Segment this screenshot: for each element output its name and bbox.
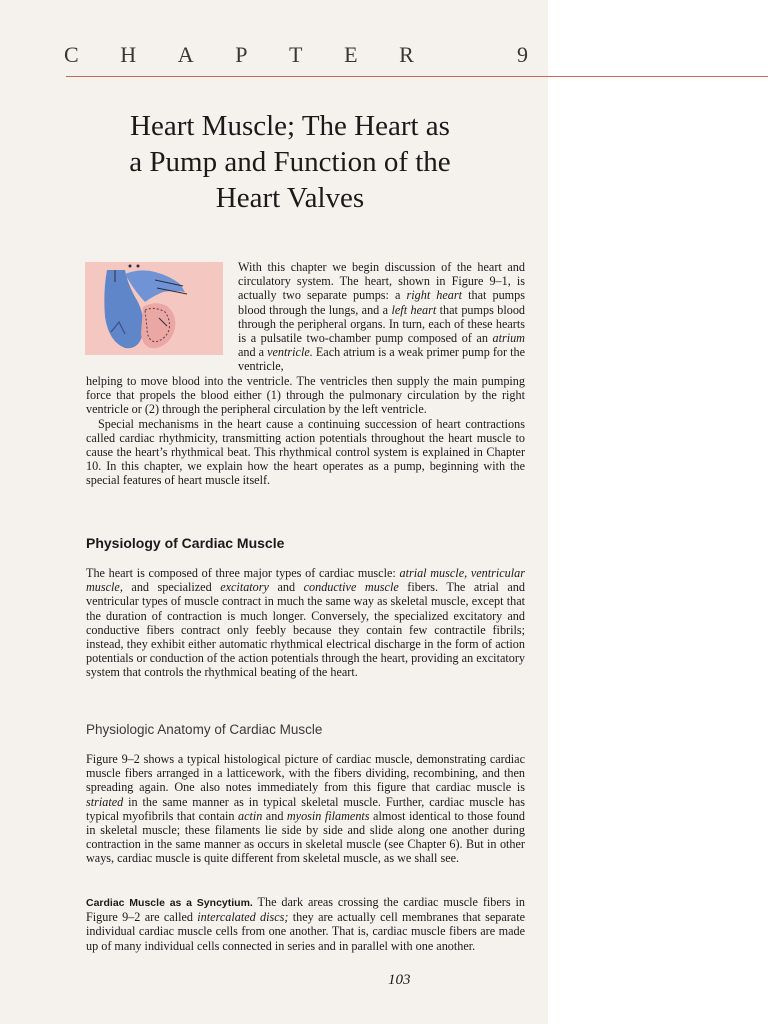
italic-term: left heart bbox=[391, 302, 437, 317]
italic-term: intercalated discs; bbox=[197, 910, 289, 925]
runin-heading: Cardiac Muscle as a Syncytium. bbox=[86, 897, 253, 909]
chapter-letter: P bbox=[235, 42, 248, 67]
section-paragraph bbox=[86, 566, 525, 680]
section-paragraph bbox=[86, 752, 525, 866]
paragraph: Special mechanisms in the heart cause a continuing succession of heart contractions called cardiac rhythmicity, transmitting action potentials throughout the heart muscle to cause the heart’s rhythmical beat. This rhythmical control system is explained in Chapter 10. In this chapter, we explain how the heart operates as a pump, beginning with the special features of heart muscle itself. bbox=[86, 416, 525, 488]
italic-term: striated bbox=[86, 794, 124, 809]
text-run: The heart is composed of three major types of cardiac muscle: bbox=[86, 566, 400, 580]
text-run: The dark areas crossing the cardiac muscle fibers in Figure 9–2 are called bbox=[86, 895, 525, 925]
text-run: and specialized bbox=[122, 580, 221, 595]
intro-continuation bbox=[86, 374, 525, 488]
chapter-header bbox=[64, 42, 528, 68]
text-run: Figure 9–2 shows a typical histological picture of cardiac muscle, demonstrating cardiac muscle fibers arranged in a latticework, with the fibers dividing, recombining, and then spreading again. One also notes immediately from this figure that cardiac muscle is bbox=[86, 752, 525, 795]
heart-icon bbox=[85, 262, 223, 355]
chapter-letter: H bbox=[120, 42, 137, 67]
text-run: they are actually cell membranes that separate individual cardiac muscle cells from one another. That is, cardiac muscle fibers are made up of many individual cells connected in series and in parallel with one another. bbox=[86, 910, 526, 953]
italic-term: right heart bbox=[406, 288, 463, 303]
chapter-rule bbox=[66, 76, 768, 77]
paragraph: helping to move blood into the ventricle. The ventricles then supply the main pumping force that propels the blood either (1) through the pulmonary circulation by the right ventricle or (2) through the peripheral circulation by the left ventricle. bbox=[86, 374, 525, 417]
title-line: a Pump and Function of the bbox=[129, 146, 451, 178]
chapter-title bbox=[90, 108, 490, 216]
subsection-heading: Physiologic Anatomy of Cardiac Muscle bbox=[86, 722, 323, 737]
section-paragraph bbox=[86, 895, 525, 953]
page-number: 103 bbox=[388, 972, 411, 988]
italic-term: conductive muscle bbox=[303, 580, 399, 595]
text-run: that pumps blood through the lungs, and a bbox=[238, 288, 526, 317]
chapter-letter: R bbox=[399, 42, 414, 67]
text-run: With this chapter we begin discussion of the heart and circulatory system. The heart, shown in Figure 9–1, is actually two separate pumps: a bbox=[238, 260, 525, 303]
section-heading: Physiology of Cardiac Muscle bbox=[86, 535, 285, 551]
text-run: that pumps blood through the peripheral organs. In turn, each of these hearts is a pulsatile two-chamber pump composed of an bbox=[238, 302, 526, 346]
italic-term: excitatory bbox=[220, 580, 269, 595]
italic-term: myosin filaments bbox=[286, 808, 370, 823]
text-run: in the same manner as in typical skeletal muscle. Further, cardiac muscle has typical myofibrils that contain bbox=[86, 794, 525, 823]
chapter-letter: T bbox=[289, 42, 303, 67]
chapter-letter: C bbox=[64, 42, 79, 67]
text-run: almost identical to those found in skeletal muscle; these filaments lie side by side and slide along one another during contraction in the same manner as occurs in skeletal muscle (see Chapter 6). But in other ways, cardiac muscle is quite different from skeletal muscle, as we shall see. bbox=[86, 808, 525, 866]
italic-term: atrial muscle, ventricular muscle, bbox=[86, 566, 526, 595]
text-run: and bbox=[262, 808, 287, 823]
italic-term: atrium bbox=[492, 331, 525, 346]
heart-illustration bbox=[85, 262, 223, 355]
title-line: Heart Muscle; The Heart as bbox=[130, 110, 450, 142]
italic-term: actin bbox=[237, 808, 263, 823]
chapter-letter: E bbox=[344, 42, 358, 67]
italic-term: ventricle. bbox=[267, 345, 313, 360]
text-run: fibers. The atrial and ventricular types of muscle contract in much the same way as skeletal muscle, except that the duration of contraction is much longer. Conversely, the specialized excitatory and conductive fibers contract only feebly because they contain few contractile fibrils; instead, they exhibit either automatic rhythmical electrical discharge in the form of action potentials or conduction of the action potentials through the heart, providing an excitatory system that controls the rhythmical beating of the heart. bbox=[86, 580, 525, 680]
text-run: Each atrium is a weak primer pump for the ventricle, bbox=[238, 345, 525, 374]
title-line: Heart Valves bbox=[215, 182, 365, 214]
chapter-letter: A bbox=[177, 42, 194, 67]
text-run: and a bbox=[238, 345, 268, 360]
text-run: and bbox=[268, 580, 304, 595]
chapter-number: 9 bbox=[516, 42, 528, 67]
intro-paragraph bbox=[238, 260, 525, 374]
